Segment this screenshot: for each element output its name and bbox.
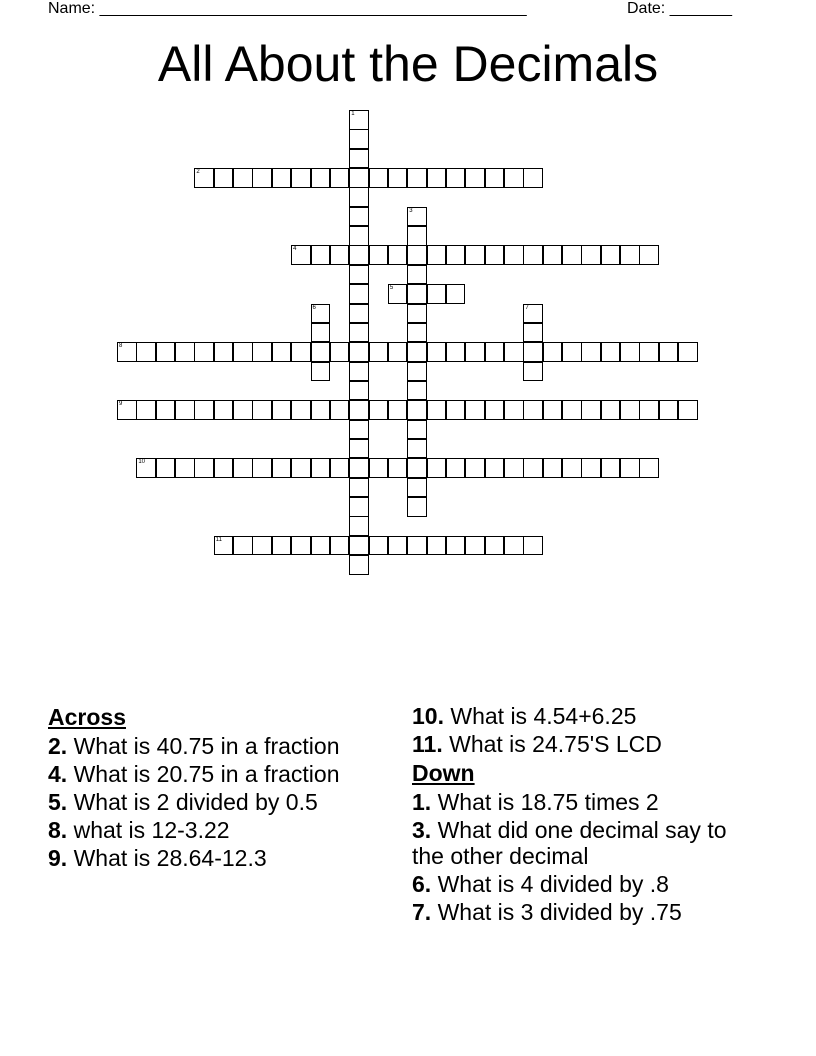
cell-number: 10 xyxy=(138,459,146,466)
across-heading: Across xyxy=(48,704,126,730)
crossword-cell[interactable] xyxy=(349,497,369,517)
date-field-label: Date: _______ xyxy=(627,0,732,17)
crossword-cell[interactable] xyxy=(233,536,253,556)
crossword-cell[interactable] xyxy=(523,168,543,188)
crossword-cell[interactable] xyxy=(349,129,369,149)
crossword-cell[interactable] xyxy=(349,168,369,188)
crossword-cell[interactable] xyxy=(504,245,524,265)
clue-down-7: 7. What is 3 divided by .75 xyxy=(412,899,682,925)
crossword-cell[interactable] xyxy=(369,400,389,420)
clue-down-1: 1. What is 18.75 times 2 xyxy=(412,789,659,815)
crossword-cell[interactable] xyxy=(311,362,331,382)
crossword-cell[interactable] xyxy=(562,458,582,478)
crossword-cell[interactable] xyxy=(252,536,272,556)
crossword-cell[interactable] xyxy=(330,400,350,420)
cell-number: 4 xyxy=(293,246,297,253)
crossword-cell[interactable] xyxy=(388,342,408,362)
crossword-cell[interactable] xyxy=(330,245,350,265)
crossword-cell[interactable] xyxy=(311,400,331,420)
crossword-cell[interactable] xyxy=(523,304,543,324)
crossword-cell[interactable] xyxy=(349,226,369,246)
crossword-cell[interactable] xyxy=(504,168,524,188)
crossword-cell[interactable] xyxy=(639,400,659,420)
crossword-cell[interactable] xyxy=(407,381,427,401)
crossword-cell[interactable] xyxy=(117,400,137,420)
crossword-cell[interactable] xyxy=(214,458,234,478)
crossword-cell[interactable] xyxy=(485,342,505,362)
crossword-cell[interactable] xyxy=(330,536,350,556)
crossword-cell[interactable] xyxy=(252,458,272,478)
crossword-cell[interactable] xyxy=(388,284,408,304)
crossword-cell[interactable] xyxy=(291,400,311,420)
crossword-cell[interactable] xyxy=(465,245,485,265)
crossword-cell[interactable] xyxy=(388,400,408,420)
crossword-cell[interactable] xyxy=(678,400,698,420)
crossword-cell[interactable] xyxy=(272,536,292,556)
crossword-cell[interactable] xyxy=(349,478,369,498)
crossword-cell[interactable] xyxy=(562,245,582,265)
cell-number: 1 xyxy=(351,111,355,117)
cell-number: 7 xyxy=(525,304,529,311)
crossword-cell[interactable] xyxy=(136,400,156,420)
crossword-cell[interactable] xyxy=(485,168,505,188)
crossword-cell[interactable] xyxy=(407,439,427,459)
crossword-cell[interactable] xyxy=(504,458,524,478)
crossword-cell[interactable] xyxy=(446,168,466,188)
clue-across-9: 9. What is 28.64-12.3 xyxy=(48,845,267,871)
crossword-cell[interactable] xyxy=(136,342,156,362)
crossword-cell[interactable] xyxy=(311,536,331,556)
crossword-cell[interactable] xyxy=(407,478,427,498)
crossword-cell[interactable] xyxy=(291,458,311,478)
crossword-cell[interactable] xyxy=(311,342,331,362)
crossword-cell[interactable] xyxy=(407,342,427,362)
crossword-cell[interactable] xyxy=(581,245,601,265)
crossword-cell[interactable] xyxy=(311,304,331,324)
cell-number: 11 xyxy=(215,536,222,543)
crossword-cell[interactable] xyxy=(620,458,640,478)
crossword-cell[interactable] xyxy=(369,458,389,478)
crossword-cell[interactable] xyxy=(407,304,427,324)
crossword-cell[interactable] xyxy=(349,265,369,285)
crossword-cell[interactable] xyxy=(349,536,369,556)
crossword-cell[interactable] xyxy=(272,168,292,188)
crossword-cell[interactable] xyxy=(523,536,543,556)
crossword-cell[interactable] xyxy=(446,342,466,362)
crossword-cell[interactable] xyxy=(543,245,563,265)
crossword-cell[interactable] xyxy=(252,342,272,362)
crossword-cell[interactable] xyxy=(523,400,543,420)
crossword-cell[interactable] xyxy=(601,342,621,362)
crossword-cell[interactable] xyxy=(427,168,447,188)
crossword-cell[interactable] xyxy=(233,400,253,420)
crossword-cell[interactable] xyxy=(465,400,485,420)
crossword-cell[interactable] xyxy=(504,342,524,362)
crossword-cell[interactable] xyxy=(581,400,601,420)
crossword-cell[interactable] xyxy=(291,245,311,265)
crossword-cell[interactable] xyxy=(446,245,466,265)
crossword-cell[interactable] xyxy=(465,168,485,188)
crossword-cell[interactable] xyxy=(175,458,195,478)
clue-across-5: 5. What is 2 divided by 0.5 xyxy=(48,789,318,815)
crossword-cell[interactable] xyxy=(543,400,563,420)
crossword-cell[interactable] xyxy=(175,400,195,420)
crossword-cell[interactable] xyxy=(523,362,543,382)
crossword-cell[interactable] xyxy=(620,400,640,420)
crossword-cell[interactable] xyxy=(311,458,331,478)
crossword-cell[interactable] xyxy=(311,245,331,265)
crossword-cell[interactable] xyxy=(407,458,427,478)
crossword-cell[interactable] xyxy=(349,207,369,227)
crossword-cell[interactable] xyxy=(446,284,466,304)
crossword-cell[interactable] xyxy=(272,458,292,478)
crossword-cell[interactable] xyxy=(407,536,427,556)
crossword-cell[interactable] xyxy=(601,458,621,478)
crossword-cell[interactable] xyxy=(407,226,427,246)
crossword-cell[interactable] xyxy=(581,342,601,362)
crossword-cell[interactable] xyxy=(349,284,369,304)
crossword-cell[interactable] xyxy=(175,342,195,362)
crossword-cell[interactable] xyxy=(349,304,369,324)
crossword-cell[interactable] xyxy=(233,168,253,188)
crossword-cell[interactable] xyxy=(349,458,369,478)
down-heading: Down xyxy=(412,760,475,786)
crossword-cell[interactable] xyxy=(407,323,427,343)
crossword-cell[interactable] xyxy=(156,458,176,478)
crossword-cell[interactable] xyxy=(349,439,369,459)
crossword-cell[interactable] xyxy=(427,400,447,420)
crossword-cell[interactable] xyxy=(214,342,234,362)
crossword-cell[interactable] xyxy=(407,265,427,285)
crossword-cell[interactable] xyxy=(349,420,369,440)
crossword-cell[interactable] xyxy=(562,342,582,362)
crossword-cell[interactable] xyxy=(678,342,698,362)
crossword-cell[interactable] xyxy=(233,458,253,478)
crossword-cell[interactable] xyxy=(388,245,408,265)
crossword-cell[interactable] xyxy=(349,110,369,130)
crossword-cell[interactable] xyxy=(523,245,543,265)
crossword-cell[interactable] xyxy=(639,245,659,265)
crossword-cell[interactable] xyxy=(543,458,563,478)
crossword-cell[interactable] xyxy=(349,555,369,575)
crossword-cell[interactable] xyxy=(485,400,505,420)
crossword-cell[interactable] xyxy=(601,245,621,265)
crossword-cell[interactable] xyxy=(369,245,389,265)
crossword-cell[interactable] xyxy=(659,400,679,420)
crossword-cell[interactable] xyxy=(349,516,369,536)
crossword-cell[interactable] xyxy=(233,342,253,362)
crossword-cell[interactable] xyxy=(601,400,621,420)
crossword-cell[interactable] xyxy=(272,342,292,362)
crossword-cell[interactable] xyxy=(349,381,369,401)
crossword-cell[interactable] xyxy=(465,536,485,556)
crossword-cell[interactable] xyxy=(311,168,331,188)
clues-column-right xyxy=(412,703,752,927)
cell-number: 3 xyxy=(409,207,413,214)
crossword-cell[interactable] xyxy=(427,284,447,304)
crossword-cell[interactable] xyxy=(136,458,156,478)
crossword-cell[interactable] xyxy=(291,342,311,362)
crossword-cell[interactable] xyxy=(543,342,563,362)
crossword-cell[interactable] xyxy=(291,168,311,188)
cell-number: 5 xyxy=(389,285,394,292)
crossword-cell[interactable] xyxy=(446,536,466,556)
clue-across-2: 2. What is 40.75 in a fraction xyxy=(48,733,340,759)
crossword-cell[interactable] xyxy=(485,458,505,478)
crossword-cell[interactable] xyxy=(427,245,447,265)
crossword-cell[interactable] xyxy=(407,362,427,382)
crossword-cell[interactable] xyxy=(659,342,679,362)
clue-across-11: 11. What is 24.75'S LCD xyxy=(412,731,662,757)
crossword-cell[interactable] xyxy=(504,536,524,556)
crossword-cell[interactable] xyxy=(330,342,350,362)
crossword-cell[interactable] xyxy=(639,342,659,362)
crossword-cell[interactable] xyxy=(194,342,214,362)
crossword-cell[interactable] xyxy=(330,168,350,188)
crossword-cell[interactable] xyxy=(427,536,447,556)
crossword-cell[interactable] xyxy=(407,207,427,227)
crossword-cell[interactable] xyxy=(388,458,408,478)
crossword-cell[interactable] xyxy=(311,323,331,343)
cell-number: 2 xyxy=(196,169,200,176)
crossword-cell[interactable] xyxy=(407,420,427,440)
cell-number: 9 xyxy=(119,401,123,408)
cell-number: 6 xyxy=(312,304,316,311)
crossword-cell[interactable] xyxy=(349,362,369,382)
crossword-cell[interactable] xyxy=(407,284,427,304)
crossword-cell[interactable] xyxy=(427,458,447,478)
crossword-cell[interactable] xyxy=(194,168,214,188)
clue-down-6: 6. What is 4 divided by .8 xyxy=(412,871,669,897)
clue-across-8: 8. what is 12-3.22 xyxy=(48,817,230,843)
name-field-label: Name: ________________________________________________ xyxy=(48,0,527,17)
crossword-cell[interactable] xyxy=(388,536,408,556)
clues-column-left xyxy=(48,703,378,873)
crossword-cell[interactable] xyxy=(349,400,369,420)
crossword-cell[interactable] xyxy=(465,458,485,478)
crossword-cell[interactable] xyxy=(446,458,466,478)
page-title: All About the Decimals xyxy=(157,36,659,92)
crossword-cell[interactable] xyxy=(407,497,427,517)
crossword-cell[interactable] xyxy=(349,149,369,169)
crossword-cell[interactable] xyxy=(214,400,234,420)
crossword-cell[interactable] xyxy=(369,168,389,188)
crossword-cell[interactable] xyxy=(117,342,137,362)
crossword-cell[interactable] xyxy=(523,323,543,343)
crossword-cell[interactable] xyxy=(349,342,369,362)
crossword-cell[interactable] xyxy=(504,400,524,420)
crossword-cell[interactable] xyxy=(214,168,234,188)
crossword-cell[interactable] xyxy=(272,400,292,420)
crossword-cell[interactable] xyxy=(330,458,350,478)
crossword-cell[interactable] xyxy=(581,458,601,478)
crossword-cell[interactable] xyxy=(407,245,427,265)
crossword-cell[interactable] xyxy=(427,342,447,362)
crossword-cell[interactable] xyxy=(291,536,311,556)
crossword-cell[interactable] xyxy=(407,400,427,420)
crossword-cell[interactable] xyxy=(446,400,466,420)
crossword-cell[interactable] xyxy=(620,245,640,265)
crossword-cell[interactable] xyxy=(252,400,272,420)
cell-number: 8 xyxy=(119,343,123,350)
clue-across-4: 4. What is 20.75 in a fraction xyxy=(48,761,340,787)
crossword-cell[interactable] xyxy=(639,458,659,478)
crossword-cell[interactable] xyxy=(523,342,543,362)
crossword-cell[interactable] xyxy=(369,342,389,362)
crossword-cell[interactable] xyxy=(194,400,214,420)
crossword-cell[interactable] xyxy=(349,187,369,207)
clue-down-3: 3. What did one decimal say to the other decimal xyxy=(412,817,727,869)
crossword-cell[interactable] xyxy=(369,536,389,556)
crossword-cell[interactable] xyxy=(485,245,505,265)
crossword-cell[interactable] xyxy=(562,400,582,420)
crossword-cell[interactable] xyxy=(523,458,543,478)
crossword-cell[interactable] xyxy=(156,342,176,362)
crossword-cell[interactable] xyxy=(620,342,640,362)
crossword-cell[interactable] xyxy=(465,342,485,362)
crossword-cell[interactable] xyxy=(485,536,505,556)
crossword-cell[interactable] xyxy=(252,168,272,188)
crossword-cell[interactable] xyxy=(349,323,369,343)
crossword-cell[interactable] xyxy=(194,458,214,478)
crossword-cell[interactable] xyxy=(214,536,234,556)
clue-across-10: 10. What is 4.54+6.25 xyxy=(412,703,637,729)
crossword-cell[interactable] xyxy=(349,245,369,265)
crossword-cell[interactable] xyxy=(156,400,176,420)
crossword-cell[interactable] xyxy=(407,168,427,188)
crossword-cell[interactable] xyxy=(388,168,408,188)
